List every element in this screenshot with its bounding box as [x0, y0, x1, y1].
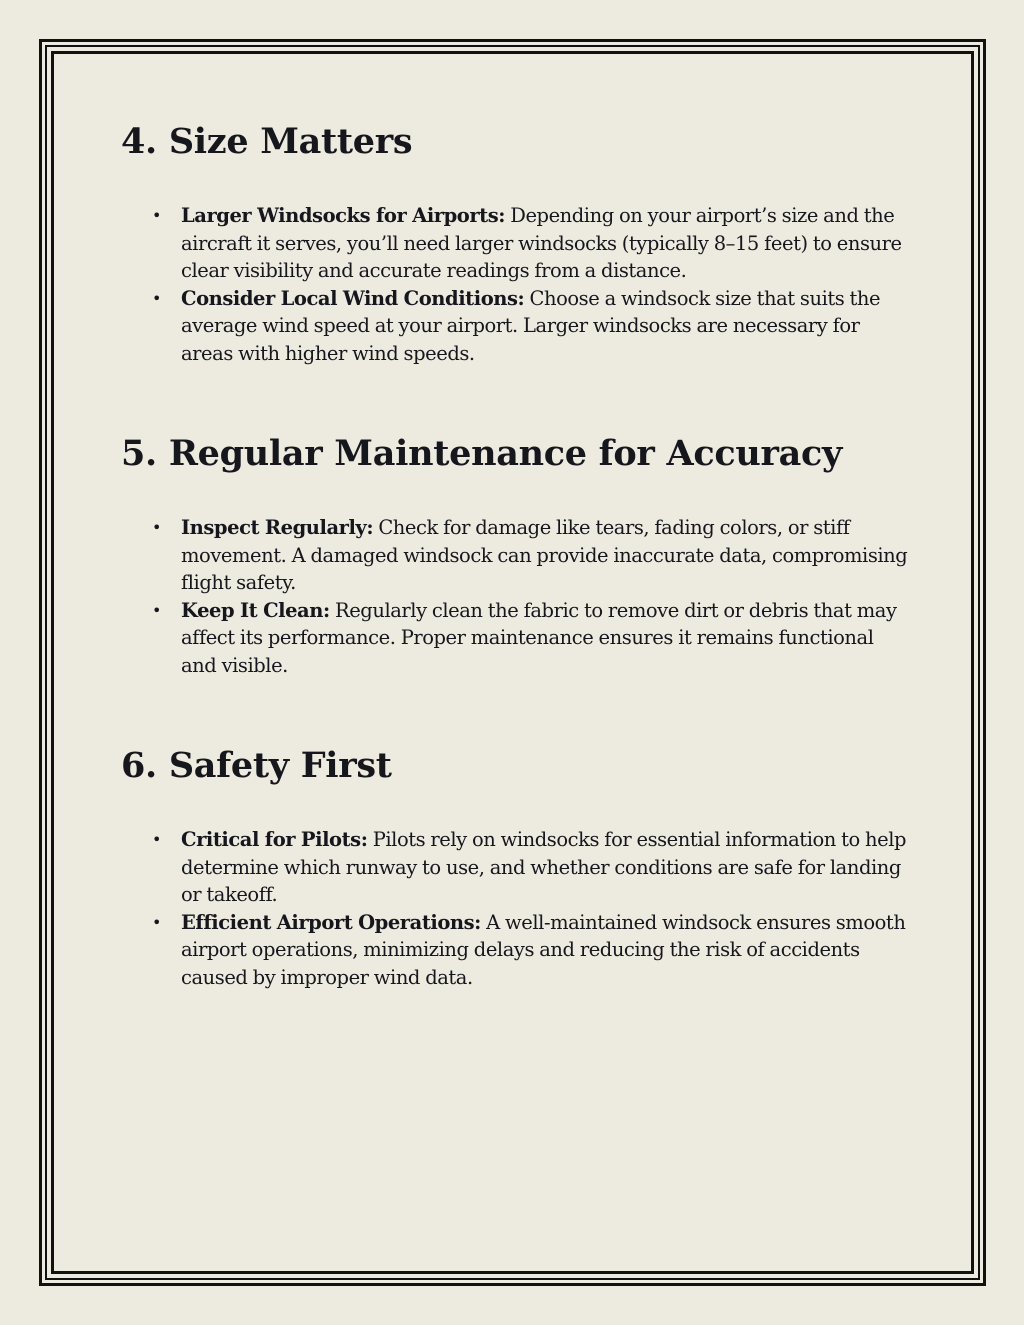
item-lead: Critical for Pilots:: [181, 828, 368, 851]
bullet-list: [121, 826, 911, 991]
section-safety-first: [121, 746, 911, 991]
item-lead: Larger Windsocks for Airports:: [181, 204, 506, 227]
bullet-list: [121, 514, 911, 679]
item-text: Pilots rely on windsocks for essential information to help determine which runway to use, and whether conditions are safe for landing or takeoff.: [181, 828, 907, 906]
item-text: Choose a windsock size that suits the average wind speed at your airport. Larger windsocks are necessary for areas with higher wind speeds.: [181, 286, 881, 365]
section-heading: 4. Size Matters: [121, 121, 413, 162]
section-size-matters: [121, 122, 911, 367]
item-lead: Inspect Regularly:: [181, 516, 374, 539]
list-item: [121, 514, 911, 597]
section-heading: 5. Regular Maintenance for Accuracy: [121, 433, 843, 474]
list-item: [121, 285, 911, 368]
bullet-icon: •: [152, 912, 161, 932]
section-regular-maintenance: [121, 434, 911, 679]
item-lead: Keep It Clean:: [181, 598, 330, 622]
item-text: A well-maintained windsock ensures smooth airport operations, minimizing delays and reducing the risk of accidents caused by improper wind data.: [181, 910, 906, 989]
bullet-icon: •: [152, 830, 161, 849]
list-item: [121, 909, 911, 992]
item-text: Check for damage like tears, fading colors, or stiff movement. A damaged windsock can provide inaccurate data, compromising flight safety.: [181, 516, 908, 594]
item-lead: Consider Local Wind Conditions:: [181, 286, 525, 310]
bullet-list: [121, 202, 911, 367]
item-text: Regularly clean the fabric to remove dirt or debris that may affect its performance. Proper maintenance ensures it remains functional and visible.: [181, 598, 897, 677]
list-item: [121, 597, 911, 680]
list-item: [121, 202, 911, 285]
section-heading: 6. Safety First: [121, 745, 392, 786]
item-lead: Efficient Airport Operations:: [181, 910, 481, 934]
list-item: [121, 826, 911, 909]
bullet-icon: •: [152, 206, 161, 225]
bullet-icon: •: [152, 288, 161, 308]
bullet-icon: •: [152, 518, 161, 537]
item-text: Depending on your airport’s size and the aircraft it serves, you’ll need larger windsocks (typically 8–15 feet) to ensure clear visibility and accurate readings from a distance.: [181, 204, 902, 282]
bullet-icon: •: [152, 600, 161, 620]
